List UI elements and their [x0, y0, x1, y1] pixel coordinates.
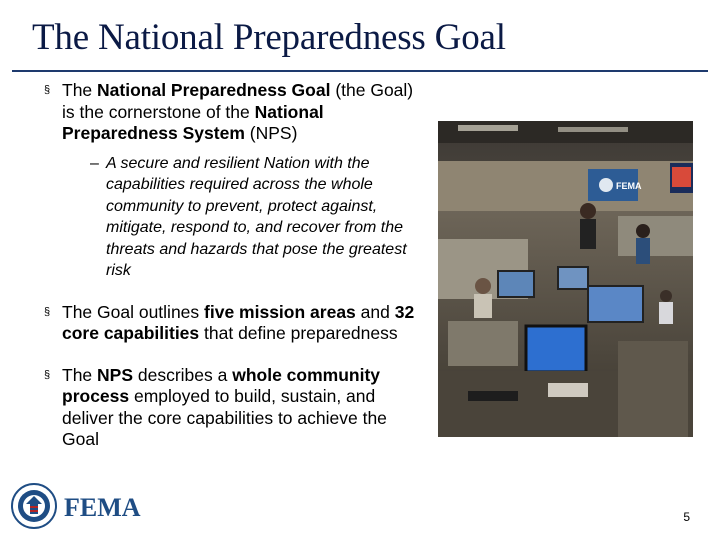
sub-bullet-text: A secure and resilient Nation with the capabilities required across the whole community to prevent, protect against, mitigate, respond to, and recover from the threats and hazards that pose the greatest risk — [106, 154, 407, 279]
bullet-text: (NPS) — [244, 123, 298, 143]
bullet-item — [44, 365, 424, 451]
bullet-item — [44, 302, 424, 345]
bullet-text: (the Goal) is the cornerstone of the — [62, 80, 414, 122]
dash-marker: – — [90, 154, 99, 172]
title-divider — [12, 70, 708, 72]
bullet-text: The Goal outlines — [62, 301, 205, 322]
bullet-marker: § — [44, 368, 51, 381]
bullet-bold-text: five mission areas — [204, 301, 356, 322]
bullet-text: and — [355, 301, 395, 322]
operations-center-photo — [438, 121, 693, 437]
bullet-text: that define preparedness — [199, 323, 398, 343]
bullet-text: The — [62, 364, 98, 385]
bullet-item — [44, 80, 424, 282]
svg-text:FEMA: FEMA — [616, 181, 642, 191]
fema-logo — [10, 482, 150, 530]
slide-title: The National Preparedness Goal — [32, 17, 506, 58]
bullet-bold-text: 32 core capabilities — [62, 301, 415, 343]
bullet-bold-text: NPS — [97, 364, 134, 385]
page-number: 5 — [683, 510, 690, 524]
bullet-bold-text: National Preparedness Goal — [97, 80, 331, 100]
bullet-bold-text: National Preparedness System — [62, 101, 324, 143]
bullet-text: The — [62, 80, 98, 100]
svg-text:FEMA: FEMA — [64, 493, 141, 522]
bullet-bold-text: whole community process — [62, 364, 381, 406]
bullet-list — [44, 80, 424, 471]
bullet-marker: § — [44, 305, 51, 318]
bullet-text: employed to build, sustain, and deliver the core capabilities to achieve the Goal — [62, 386, 387, 449]
bullet-text: describes a — [133, 364, 233, 385]
sub-bullet — [62, 153, 424, 282]
bullet-marker: § — [44, 84, 51, 96]
